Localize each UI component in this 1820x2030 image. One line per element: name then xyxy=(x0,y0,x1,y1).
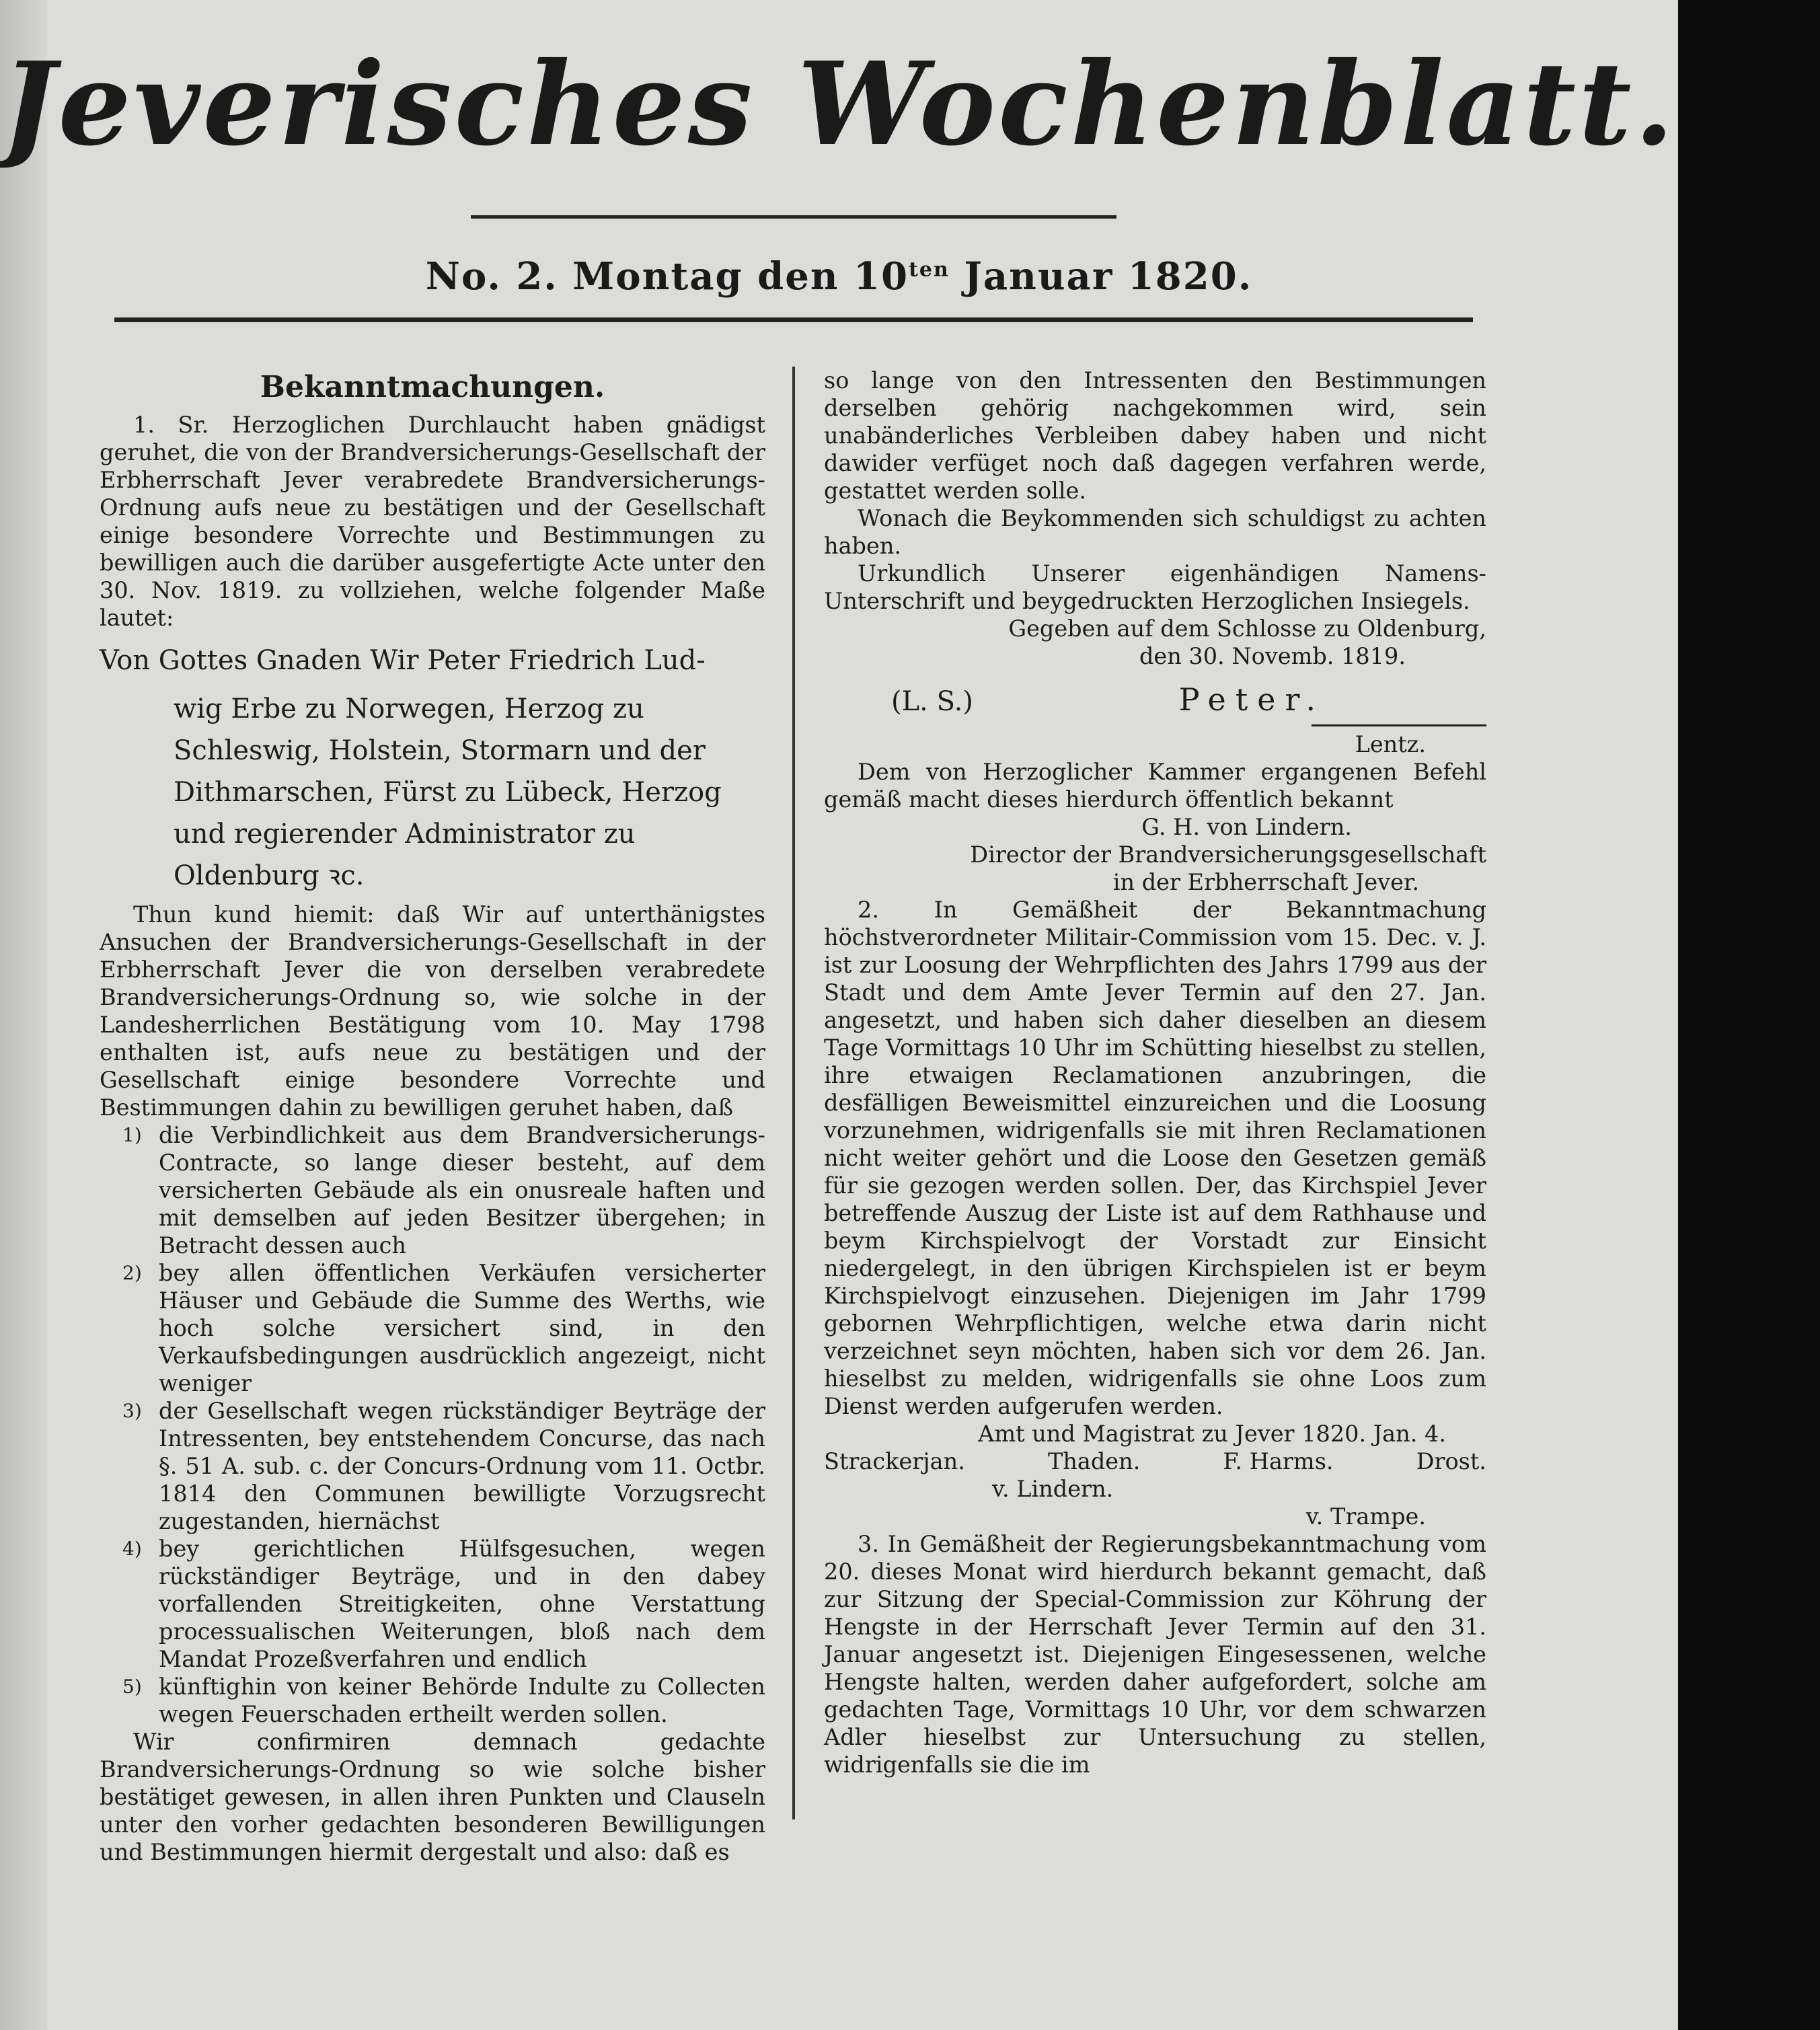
list-item-number: 3) xyxy=(122,1400,142,1422)
signature-row xyxy=(824,679,1486,722)
list-item-text: die Verbindlichkeit aus dem Brandversicherungs-Contracte, so lange dieser besteht, auf dem versicherten Gebäude als ein onusreale haften und mit demselben auf jeden Besitzer übergehen; in Betracht dessen auch xyxy=(159,1122,765,1258)
announcement-2: 2. In Gemäßheit der Bekanntmachung höchstverordneter Militair-Commission vom 15. Dec. v. J. ist zur Loosung der Wehrpflichten des Jahrs 1799 aus der Stadt und dem Amte Jever Termin auf den 27. Jan. angesetzt, und haben sich daher dieselben an diesem Tage Vormittags 10 Uhr im Schütting hieselbst zu stellen, ihre etwaigen Reclamationen anzubringen, die desfälligen Beweismittel einzureichen und die Loosung vorzunehmen, widrigenfalls sie mit ihren Reclamationen nicht weiter gehört und die Loose den Gesetzen gemäß für sie gezogen werden sollen. Der, das Kirchspiel Jever betreffende Auszug der Liste ist auf dem Rathhause und beym Kirchspielvogt der Vorstadt zur Einsicht niedergelegt, in den übrigen Kirchspielen ist er beym Kirchspielvogt einzusehen. Diejenigen im Jahr 1799 gebornen Wehrpflichtigen, welche etwa darin nicht verzeichnet seyn möchten, haben sich vor dem 26. Jan. hieselbst zu melden, widrigenfalls sie ohne Loos zum Dienst werden aufgerufen werden. xyxy=(824,897,1486,1419)
signer-name: Peter. xyxy=(1178,681,1325,718)
issue-prefix: No. 2. Montag den 10 xyxy=(425,254,909,299)
list-item-text: der Gesellschaft wegen rückständiger Beyträge der Intressenten, bey entstehendem Concurse, das nach §. 51 A. sub. c. der Concurs-Ordnung vom 11. Octbr. 1814 den Communen bewilligte Vorzugsrecht zugestanden, hiernächst xyxy=(159,1398,765,1534)
decree-body: Thun kund hiemit: daß Wir auf unterthänigstes Ansuchen der Brandversicherungs-Gesellschaft in der Erbherrschaft Jever die von derselben verabredete Brandversicherungs-Ordnung so, wie solche in der Landesherrlichen Bestätigung vom 10. May 1798 enthalten ist, aufs neue zu bestätigen und der Gesellschaft einige besondere Vorrechte und Bestimmungen dahin zu bewilligen geruhet haben, daß xyxy=(100,901,765,1121)
masthead-rule xyxy=(471,215,1116,219)
issue-date-rest: Januar 1820. xyxy=(949,254,1253,299)
issue-line xyxy=(0,254,1678,299)
decree-attestation: Urkundlich Unserer eigenhändigen Namens-Unterschrift und beygedruckten Herzoglichen Insiegels. xyxy=(824,560,1486,614)
official-name: v. Trampe. xyxy=(1305,1503,1426,1530)
right-column xyxy=(824,367,1486,1778)
page-edge xyxy=(0,0,47,2030)
announcement-1-intro: 1. Sr. Herzoglichen Durchlaucht haben gnädigst geruhet, die von der Brandversicherungs-Gesellschaft der Erbherrschaft Jever verabredete Brandversicherungs-Ordnung aufs neue zu bestätigen und der Gesellschaft einige besondere Vorrechte und Bestimmungen zu bewilligen auch die darüber ausgefertigte Acte unter den 30. Nov. 1819. zu vollziehen, welche folgender Maße lautet: xyxy=(100,412,765,631)
list-item-text: künftighin von keiner Behörde Indulte zu Collecten wegen Feuerschaden ertheilt werden sollen. xyxy=(159,1674,765,1727)
announcement-2-office: Amt und Magistrat zu Jever 1820. Jan. 4. xyxy=(978,1421,1446,1447)
official-name: Drost. xyxy=(1416,1448,1486,1474)
list-item-text: bey allen öffentlichen Verkäufen versicherter Häuser und Gebäude die Summe des Werths, wie hoch solche versichert sind, in den Verkaufsbedingungen ausdrücklich angezeigt, nicht weniger xyxy=(159,1260,765,1396)
announcement-3: 3. In Gemäßheit der Regierungsbekanntmachung vom 20. dieses Monat wird hierdurch bekannt gemacht, daß zur Sitzung der Special-Commission zur Köhrung der Hengste in der Herrschaft Jever Termin auf den 31. Januar angesetzt ist. Diejenigen Eingesessenen, welche Hengste halten, werden daher aufgefordert, solche am gedachten Tage, Vormittags 10 Uhr, vor dem schwarzen Adler hieselbst zur Untersuchung zu stellen, widrigenfalls sie die im xyxy=(824,1531,1486,1778)
signature-rule xyxy=(1312,724,1486,726)
masthead-title: Jeverisches Wochenblatt. xyxy=(1,37,1677,172)
column-divider xyxy=(792,367,795,1819)
list-item xyxy=(100,1259,765,1397)
officials-row xyxy=(824,1448,1486,1475)
decree-obligation: Wonach die Beykommenden sich schuldigst zu achten haben. xyxy=(824,505,1486,559)
director-title: Director der Brandversicherungsgesellschaft xyxy=(970,841,1486,868)
left-column xyxy=(100,367,765,1866)
decree-titles: wig Erbe zu Norwegen, Herzog zu Schleswig, Holstein, Stormarn und der Dithmarschen, Fürst zu Lübeck, Herzog und regierender Administrator zu Oldenburg ꝛc. xyxy=(174,693,722,891)
issue-day-suffix: ten xyxy=(909,258,950,282)
officials-row-2 xyxy=(824,1475,1486,1530)
list-item-number: 1) xyxy=(122,1124,142,1146)
director-title-2: in der Erbherrschaft Jever. xyxy=(1112,869,1419,895)
given-place: Gegeben auf dem Schlosse zu Oldenburg, xyxy=(1008,615,1486,642)
seal-mark: (L. S.) xyxy=(891,686,973,717)
list-item xyxy=(100,1535,765,1673)
given-date: den 30. Novemb. 1819. xyxy=(1139,643,1406,669)
official-name: Thaden. xyxy=(1047,1448,1141,1474)
list-item-text: bey gerichtlichen Hülfsgesuchen, wegen rückständiger Beyträge, und in den dabey vorfallenden Streitigkeiten, ohne Verstattung processualischen Weiterungen, bloß nach dem Mandat Prozeßverfahren und endlich xyxy=(159,1536,765,1672)
fire-insurance-notice: Dem von Herzoglicher Kammer ergangenen Befehl gemäß macht dieses hierdurch öffentlich bekannt xyxy=(824,759,1486,813)
official-name: F. Harms. xyxy=(1223,1448,1334,1474)
decree-confirmation: Wir confirmiren demnach gedachte Brandversicherungs-Ordnung so wie solche bisher bestätiget gewesen, in allen ihren Punkten und Clauseln unter den vorher gedachten besonderen Bewilligungen und Bestimmungen hiermit dergestalt und also: daß es xyxy=(100,1729,765,1865)
official-name: Strackerjan. xyxy=(824,1448,965,1474)
list-item xyxy=(100,1397,765,1535)
list-item-number: 2) xyxy=(122,1262,142,1284)
decree-opening: Von Gottes Gnaden Wir Peter Friedrich Lud- xyxy=(100,645,706,676)
list-item-number: 5) xyxy=(122,1676,142,1698)
list-item xyxy=(100,1673,765,1728)
official-name: v. Lindern. xyxy=(992,1476,1114,1502)
list-item-number: 4) xyxy=(122,1538,142,1560)
decree-continuation: so lange von den Intressenten den Bestimmungen derselben gehörig nachgekommen wird, sein unabänderliches Verbleiben dabey haben und nicht dawider verfüget noch daß dagegen verfahren werde, gestattet werden solle. xyxy=(824,367,1486,504)
director-name: G. H. von Lindern. xyxy=(1141,814,1352,840)
section-heading: Bekanntmachungen. xyxy=(260,370,605,404)
list-item xyxy=(100,1121,765,1259)
countersignature: Lentz. xyxy=(1355,731,1426,757)
header-rule xyxy=(114,317,1473,322)
